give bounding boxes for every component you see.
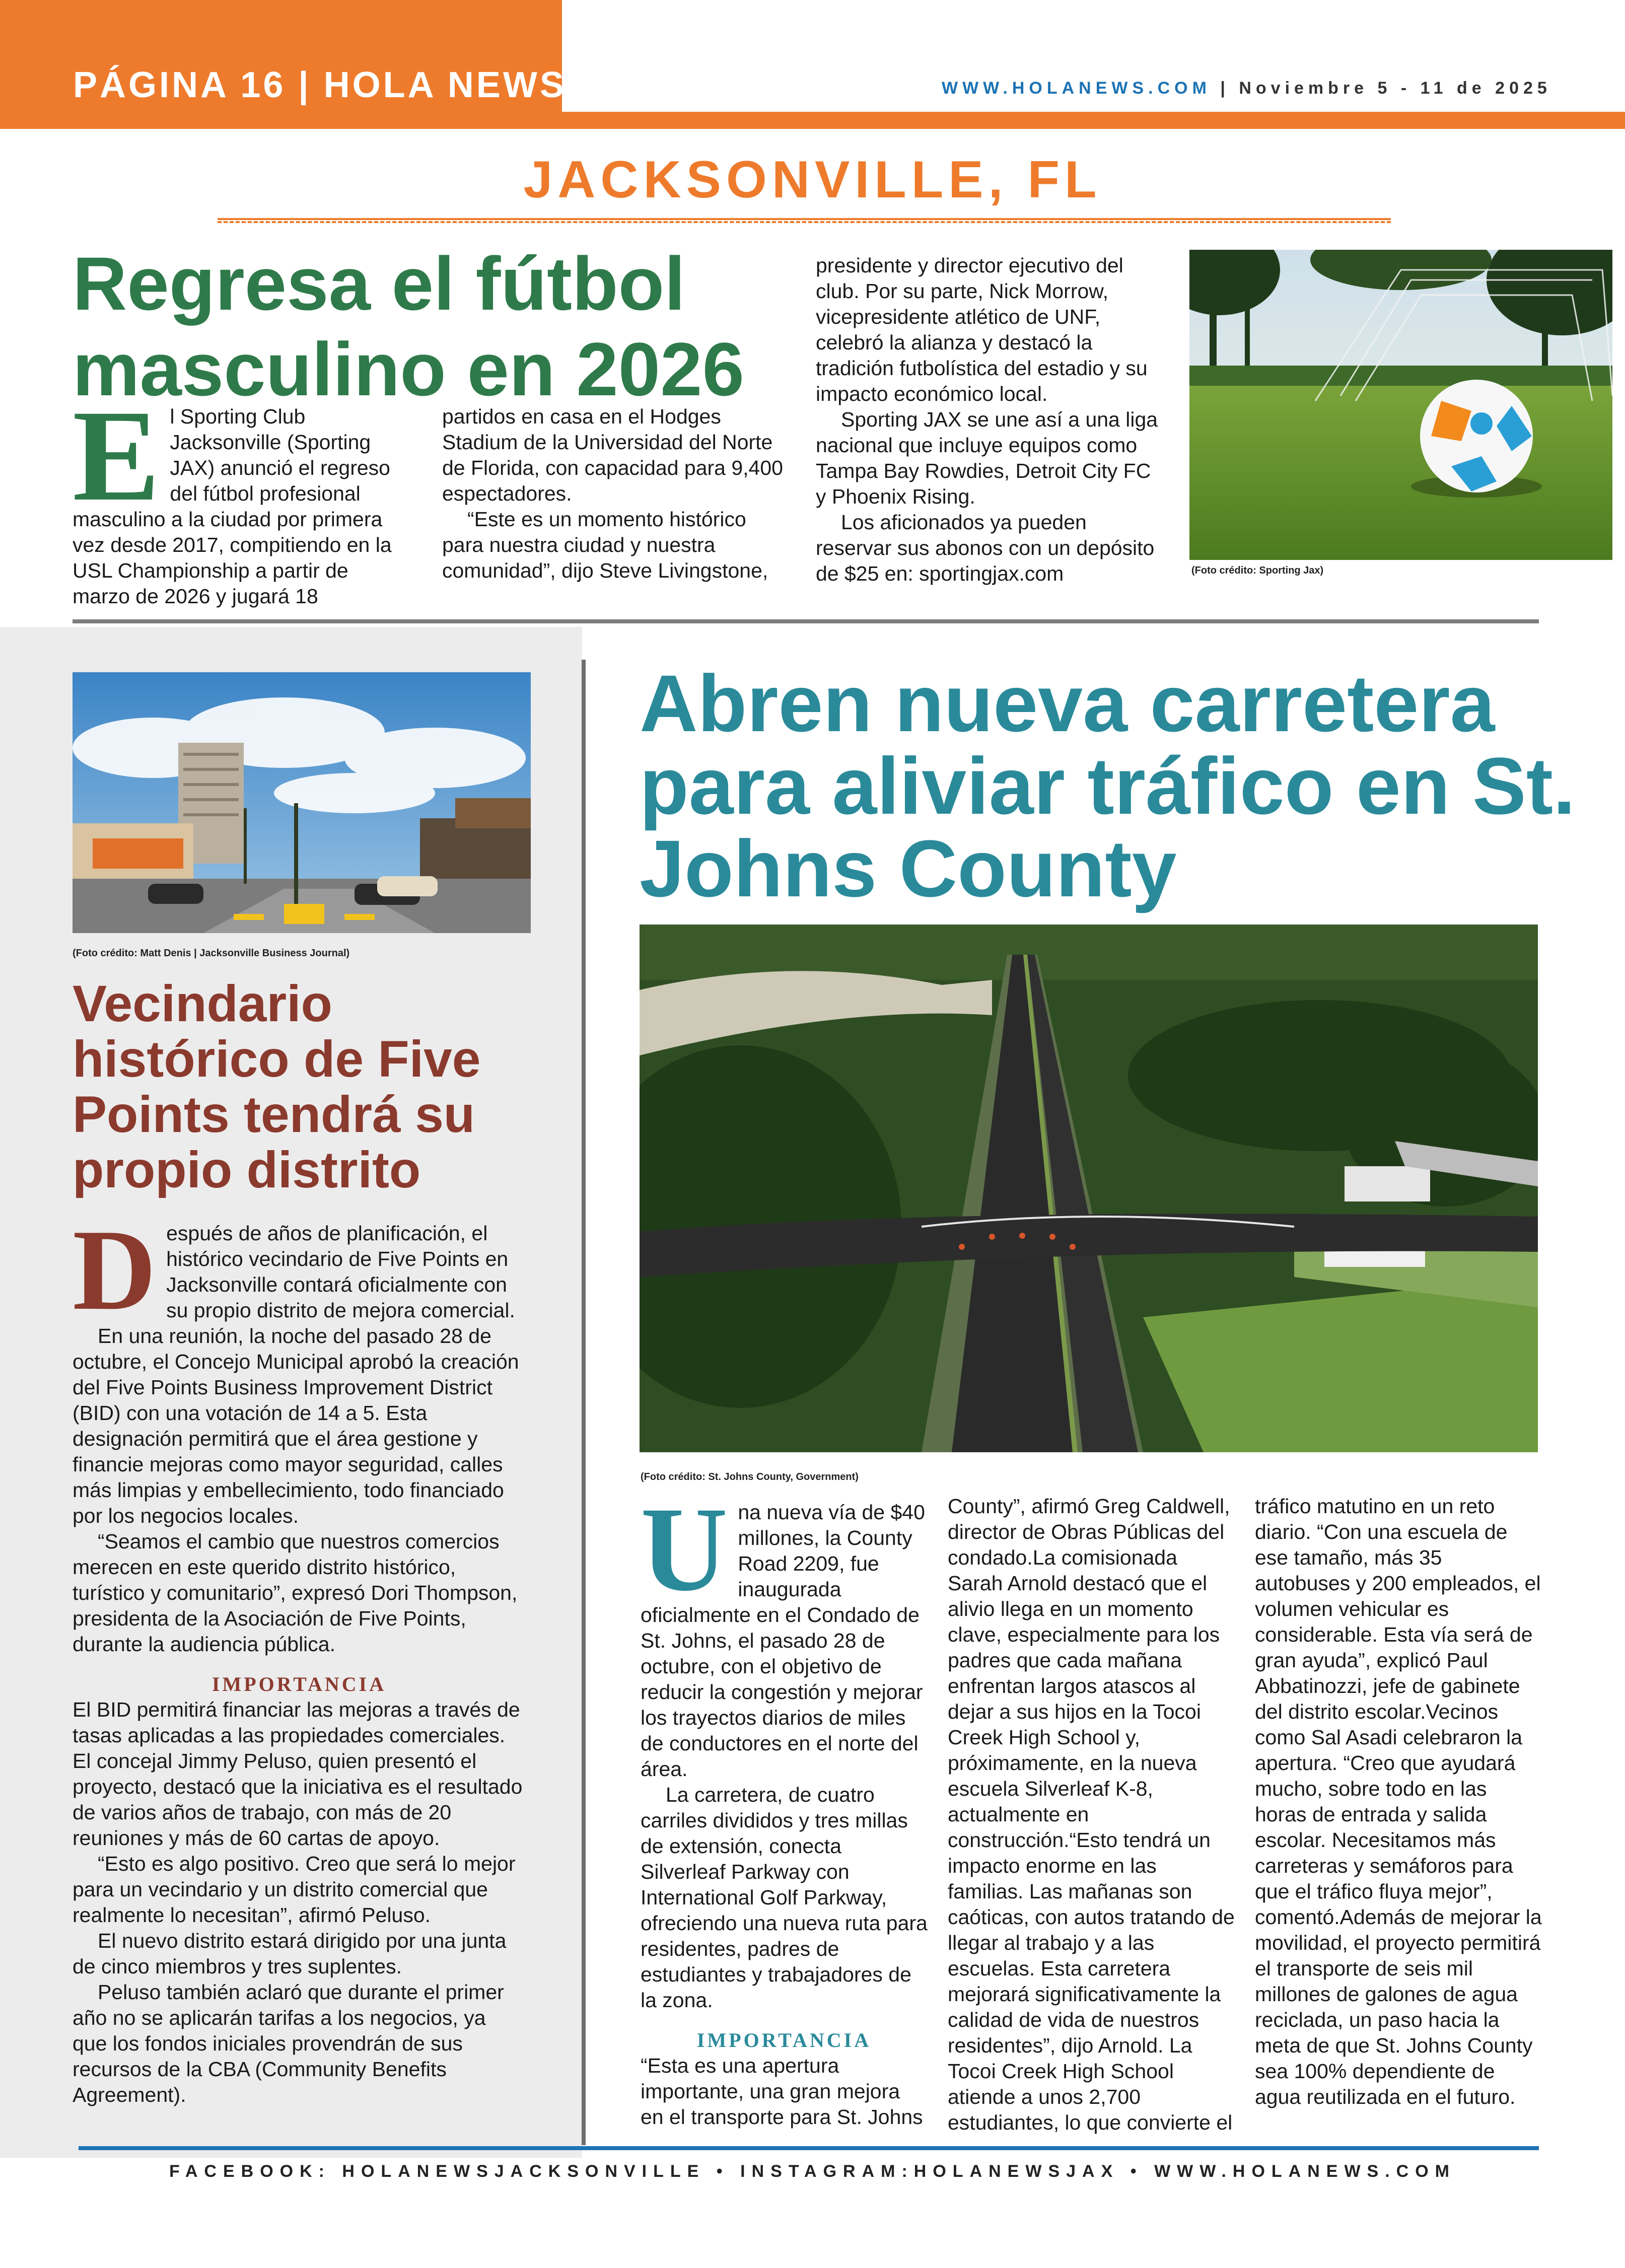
soccer-photo-image <box>1189 250 1612 560</box>
article3-lead: na nueva vía de $40 millones, la County Road 2209, fue inaugurada oficialmente en el Condado de St. Johns, el pasado 28 de octubre, con el objetivo de reducir la congestión y mejorar los trayectos diarios de miles de conductores en el norte del área. <box>641 1501 925 1781</box>
article2-p7: Peluso también aclaró que durante el primer año no se aplicarán tarifas a los negocios, ya que los fondos iniciales provendrán de sus recursos de la CBA (Community Benefits Agreement). <box>73 1980 504 2106</box>
soccer-ball-photo <box>1189 250 1612 560</box>
column-rule <box>582 660 586 2145</box>
article2-p4: El BID permitirá financiar las mejoras a través de tasas aplicadas a las propiedades comerciales. El concejal Jimmy Peluso, quien presentó el proyecto, destacó que la iniciativa es el resultado de varios años de trabajo, con más de 20 reuniones y más de 60 cartas de apoyo. <box>73 1698 523 1850</box>
article2-lead: espués de años de planificación, el histórico vecindario de Five Points en Jacksonville contará oficialmente con su propio distrito de mejora comercial. <box>166 1222 515 1322</box>
page-label: PÁGINA 16 | HOLA NEWS <box>73 65 567 105</box>
article3-subhead: IMPORTANCIA <box>696 2029 872 2051</box>
article2-body <box>73 1206 526 2108</box>
header-orange-rule <box>562 112 1625 129</box>
article1-headline: Regresa el fútbol masculino en 2026 <box>73 241 744 411</box>
article1-lead: l Sporting Club Jacksonville (Sporting JAX) anunció el regreso del fútbol profesional masculino a la ciudad por primera vez desde 2017, compitiendo en la USL Championship a partir de marzo de 2026 y jugará 18 <box>73 405 392 608</box>
footer-rule <box>79 2146 1539 2150</box>
article1-col2 <box>442 404 785 584</box>
five-points-photo <box>73 672 531 933</box>
article3-col1 <box>641 1482 928 2130</box>
article2-headline: Vecindario histórico de Five Points tendrá su propio distrito <box>73 975 481 1198</box>
header-dateline <box>942 79 1551 98</box>
article1-dropcap: E <box>73 383 160 528</box>
header-separator: | <box>1211 79 1239 98</box>
article3-p2: La carretera, de cuatro carriles divididos y tres millas de extensión, conecta Silverleaf Parkway con International Golf Parkway, ofreciendo una nueva ruta para residentes, padres de estudiantes y trabajadores de la zona. <box>641 1783 928 2012</box>
article1-p4: presidente y director ejecutivo del club. Por su parte, Nick Morrow, vicepresidente atlético de UNF, celebró la alianza y destacó la tradición futbolística del estadio y su impacto económico local. <box>816 254 1148 405</box>
article1-p5: Sporting JAX se une así a una liga nacional que incluye equipos como Tampa Bay Rowdies, Detroit City FC y Phoenix Rising. <box>816 408 1158 508</box>
article3-col3 <box>1255 1494 1542 2110</box>
section-divider <box>73 619 1539 623</box>
article2-subhead: IMPORTANCIA <box>211 1673 387 1695</box>
article3-headline: Abren nueva carretera para aliviar tráfico en St. Johns County <box>640 658 1576 913</box>
header-date: Noviembre 5 - 11 de 2025 <box>1239 79 1551 98</box>
section-rule <box>218 218 1391 223</box>
article2-p3: “Seamos el cambio que nuestros comercios merecen en este querido distrito histórico, turístico y comunitario”, expresó Dori Thompson, presidenta de la Asociación de Five Points, durante la audiencia pública. <box>73 1530 518 1656</box>
article3-photo-caption: (Foto crédito: St. Johns County, Government) <box>641 1471 859 1482</box>
article3-col2 <box>948 1494 1235 2136</box>
article2-p6: El nuevo distrito estará dirigido por una junta de cinco miembros y tres suplentes. <box>73 1929 507 1978</box>
road-aerial-photo <box>640 925 1538 1452</box>
article3-p4: County”, afirmó Greg Caldwell, director de Obras Públicas del condado.La comisionada Sarah Arnold destacó que el alivio llega en un momento clave, especialmente para los padres que cada mañana enfrentan largos atascos al dejar a sus hijos en la Tocoi Creek High School y, próximamente, en la nueva escuela Silverleaf K-8, actualmente en construcción.“Esto tendrá un impacto enorme en las familias. Las mañanas son caóticas, con autos tratando de llegar al trabajo y a las escuelas. Esta carretera mejorará significativamente la calidad de vida de nuestros residentes”, dijo Arnold. La Tocoi Creek High School atiende a unos 2,700 estudiantes, lo que convierte el <box>948 1495 1235 2134</box>
article2-p5: “Esto es algo positivo. Creo que será lo mejor para un vecindario y un distrito comercial que realmente lo necesitan”, afirmó Peluso. <box>73 1852 516 1927</box>
article1-col3 <box>816 253 1158 587</box>
article1-col1 <box>73 383 405 609</box>
article1-p2: partidos en casa en el Hodges Stadium de la Universidad del Norte de Florida, con capacidad para 9,400 espectadores. <box>442 405 783 505</box>
footer-social[interactable]: FACEBOOK: HOLANEWSJACKSONVILLE • INSTAGRAM:HOLANEWSJAX • WWW.HOLANEWS.COM <box>169 2162 1456 2181</box>
article3-p3: “Esta es una apertura importante, una gran mejora en el transporte para St. Johns <box>641 2054 923 2129</box>
article2-photo-caption: (Foto crédito: Matt Denis | Jacksonville Business Journal) <box>73 948 350 959</box>
header-url[interactable]: WWW.HOLANEWS.COM <box>942 79 1211 98</box>
article2-dropcap: D <box>73 1206 157 1334</box>
road-photo-image <box>640 925 1538 1452</box>
section-title: JACKSONVILLE, FL <box>523 151 1102 209</box>
article3-p5: tráfico matutino en un reto diario. “Con una escuela de ese tamaño, más 35 autobuses y 200 empleados, el volumen vehicular es considerable. Esta vía será de gran ayuda”, explicó Paul Abbatinozzi, jefe de gabinete del distrito escolar.Vecinos como Sal Asadi celebraron la apertura. “Creo que ayudará mucho, sobre todo en las horas de entrada y salida escolar. Necesitamos más carreteras y semáforos para que el tráfico fluya mejor”, comentó.Además de mejorar la movilidad, el proyecto permitirá el transporte de seis mil millones de galones de agua reciclada, un paso hacia la meta de que St. Johns County sea 100% dependiente de agua reutilizada en el futuro. <box>1255 1495 1542 2108</box>
article1-p6: Los aficionados ya pueden reservar sus abonos con un depósito de $25 en: sportingjax.com <box>816 511 1155 585</box>
five-points-photo-image <box>73 672 531 933</box>
article3-dropcap: U <box>641 1482 728 1616</box>
article1-photo-caption: (Foto crédito: Sporting Jax) <box>1191 565 1324 576</box>
article1-p3: “Este es un momento histórico para nuestra ciudad y nuestra comunidad”, dijo Steve Livingstone, <box>442 508 768 582</box>
article2-p2: En una reunión, la noche del pasado 28 de octubre, el Concejo Municipal aprobó la creación del Five Points Business Improvement District (BID) con una votación de 14 a 5. Esta designación permitirá que el área gestione y financie mejoras como mayor seguridad, calles más limpias y embellecimiento, todo financiado por los negocios locales. <box>73 1324 519 1527</box>
